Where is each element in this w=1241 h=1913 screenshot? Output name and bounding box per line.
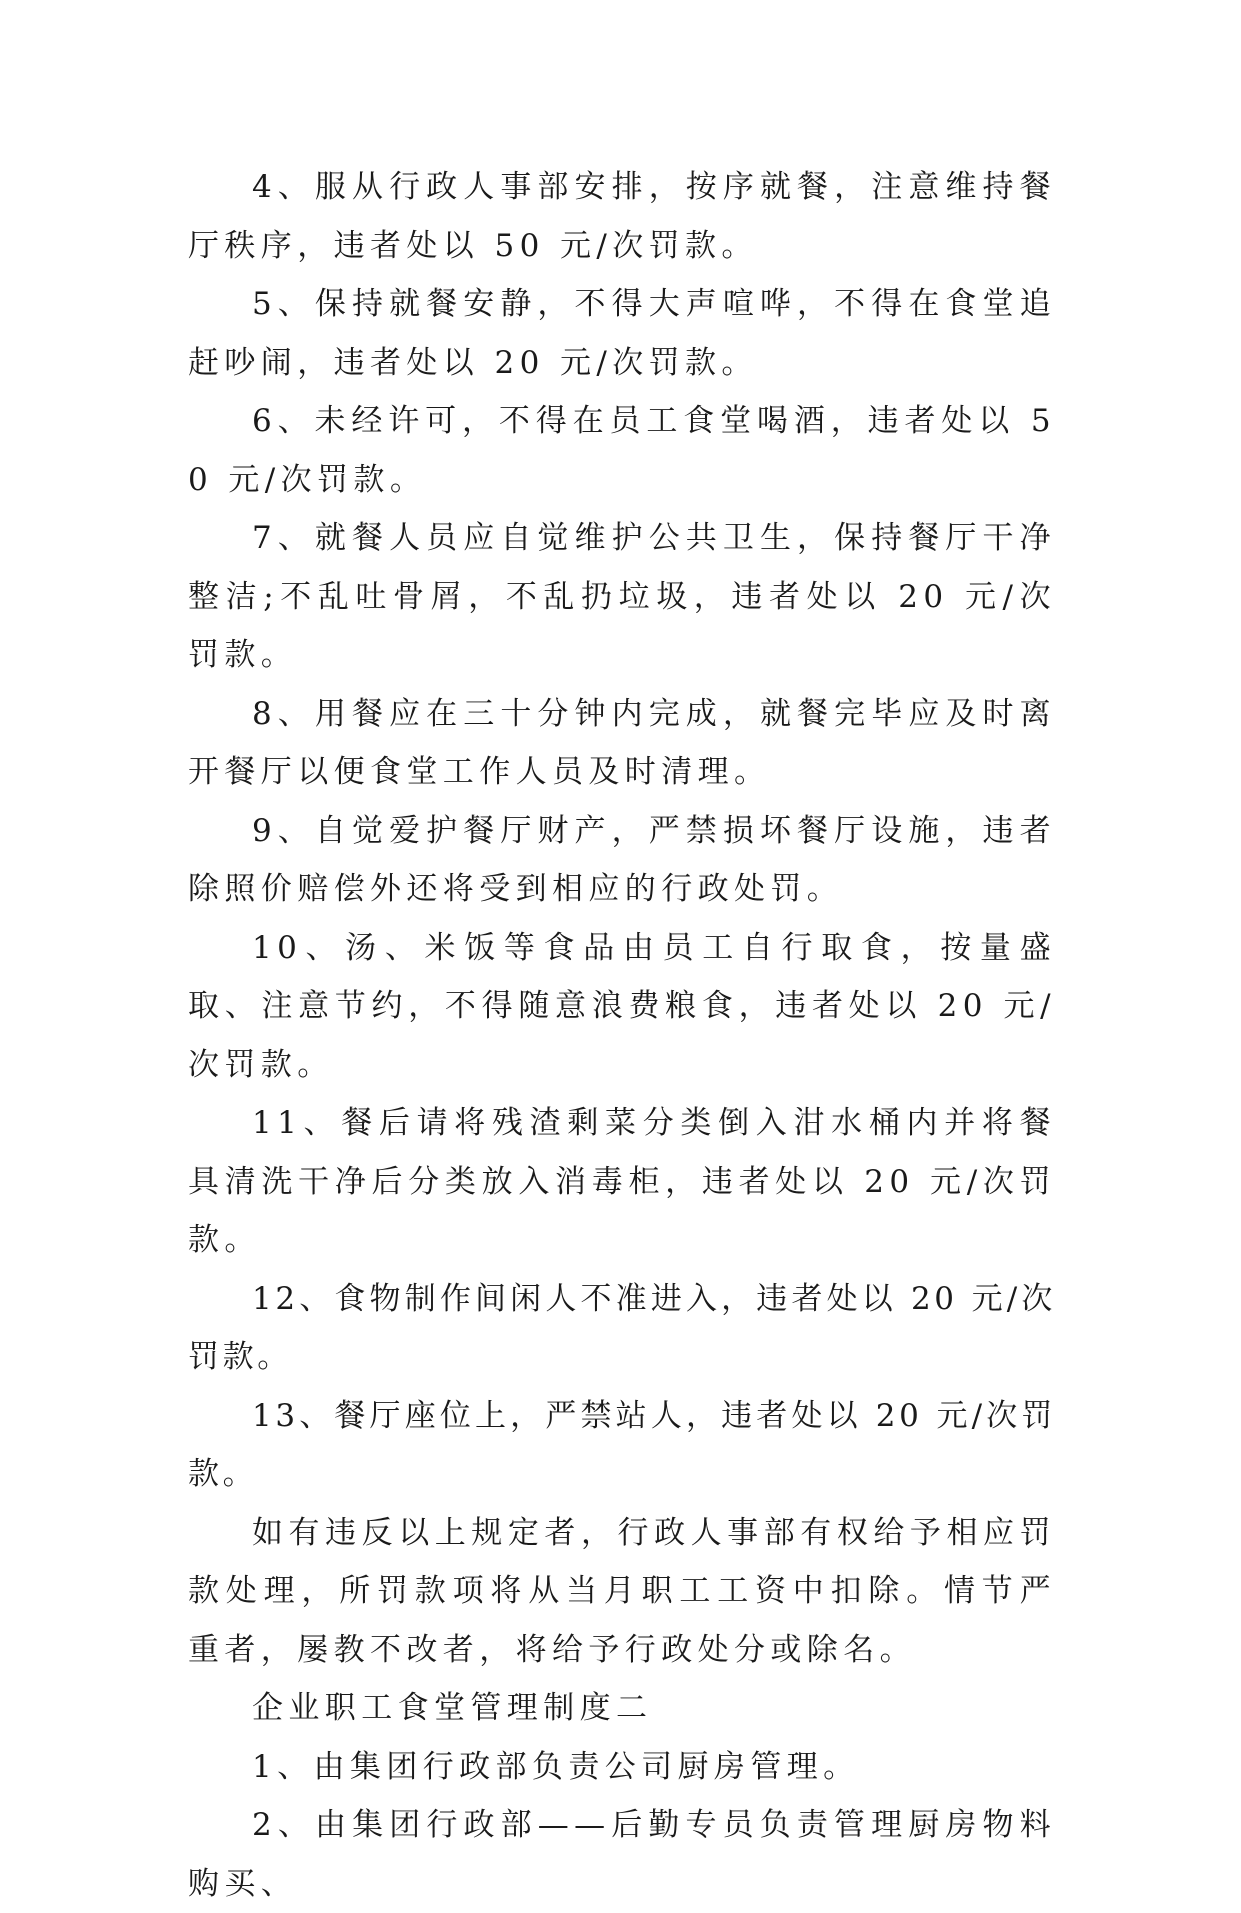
paragraph-rule-13: 13、餐厅座位上，严禁站人，违者处以 20 元/次罚款。 bbox=[188, 1397, 1056, 1492]
document-body bbox=[188, 158, 1056, 1913]
section-heading: 企业职工食堂管理制度二 bbox=[252, 1690, 653, 1726]
paragraph-rule-10: 10、汤、米饭等食品由员工自行取食，按量盛取、注意节约，不得随意浪费粮食，违者处以 20 元/次罚款。 bbox=[188, 929, 1056, 1083]
paragraph-rule-8: 8、用餐应在三十分钟内完成，就餐完毕应及时离开餐厅以便食堂工作人员及时清理。 bbox=[188, 695, 1056, 790]
paragraph-rule-6: 6、未经许可，不得在员工食堂喝酒，违者处以 50 元/次罚款。 bbox=[188, 403, 1056, 498]
paragraph-rule-9: 9、自觉爱护餐厅财产，严禁损坏餐厅设施，违者除照价赔偿外还将受到相应的行政处罚。 bbox=[188, 812, 1056, 907]
paragraph-item-2: 2、由集团行政部——后勤专员负责管理厨房物料购买、 bbox=[188, 1807, 1056, 1902]
paragraph-rule-5: 5、保持就餐安静，不得大声喧哗，不得在食堂追赶吵闹，违者处以 20 元/次罚款。 bbox=[188, 286, 1056, 381]
paragraph-rule-11: 11、餐后请将残渣剩菜分类倒入泔水桶内并将餐具清洗干净后分类放入消毒柜，违者处以 20 元/次罚款。 bbox=[188, 1105, 1056, 1258]
paragraph-item-1: 1、由集团行政部负责公司厨房管理。 bbox=[252, 1748, 860, 1785]
paragraph-rule-4: 4、服从行政人事部安排，按序就餐，注意维持餐厅秩序，违者处以 50 元/次罚款。 bbox=[188, 169, 1056, 264]
paragraph-rule-12: 12、食物制作间闲人不准进入，违者处以 20 元/次罚款。 bbox=[188, 1280, 1056, 1375]
paragraph-rule-7: 7、就餐人员应自觉维护公共卫生，保持餐厅干净整洁;不乱吐骨屑，不乱扔垃圾，违者处以 20 元/次罚款。 bbox=[188, 520, 1056, 673]
paragraph-penalty-note: 如有违反以上规定者，行政人事部有权给予相应罚款处理，所罚款项将从当月职工工资中扣除。情节严重者，屡教不改者，将给予行政处分或除名。 bbox=[188, 1514, 1056, 1668]
